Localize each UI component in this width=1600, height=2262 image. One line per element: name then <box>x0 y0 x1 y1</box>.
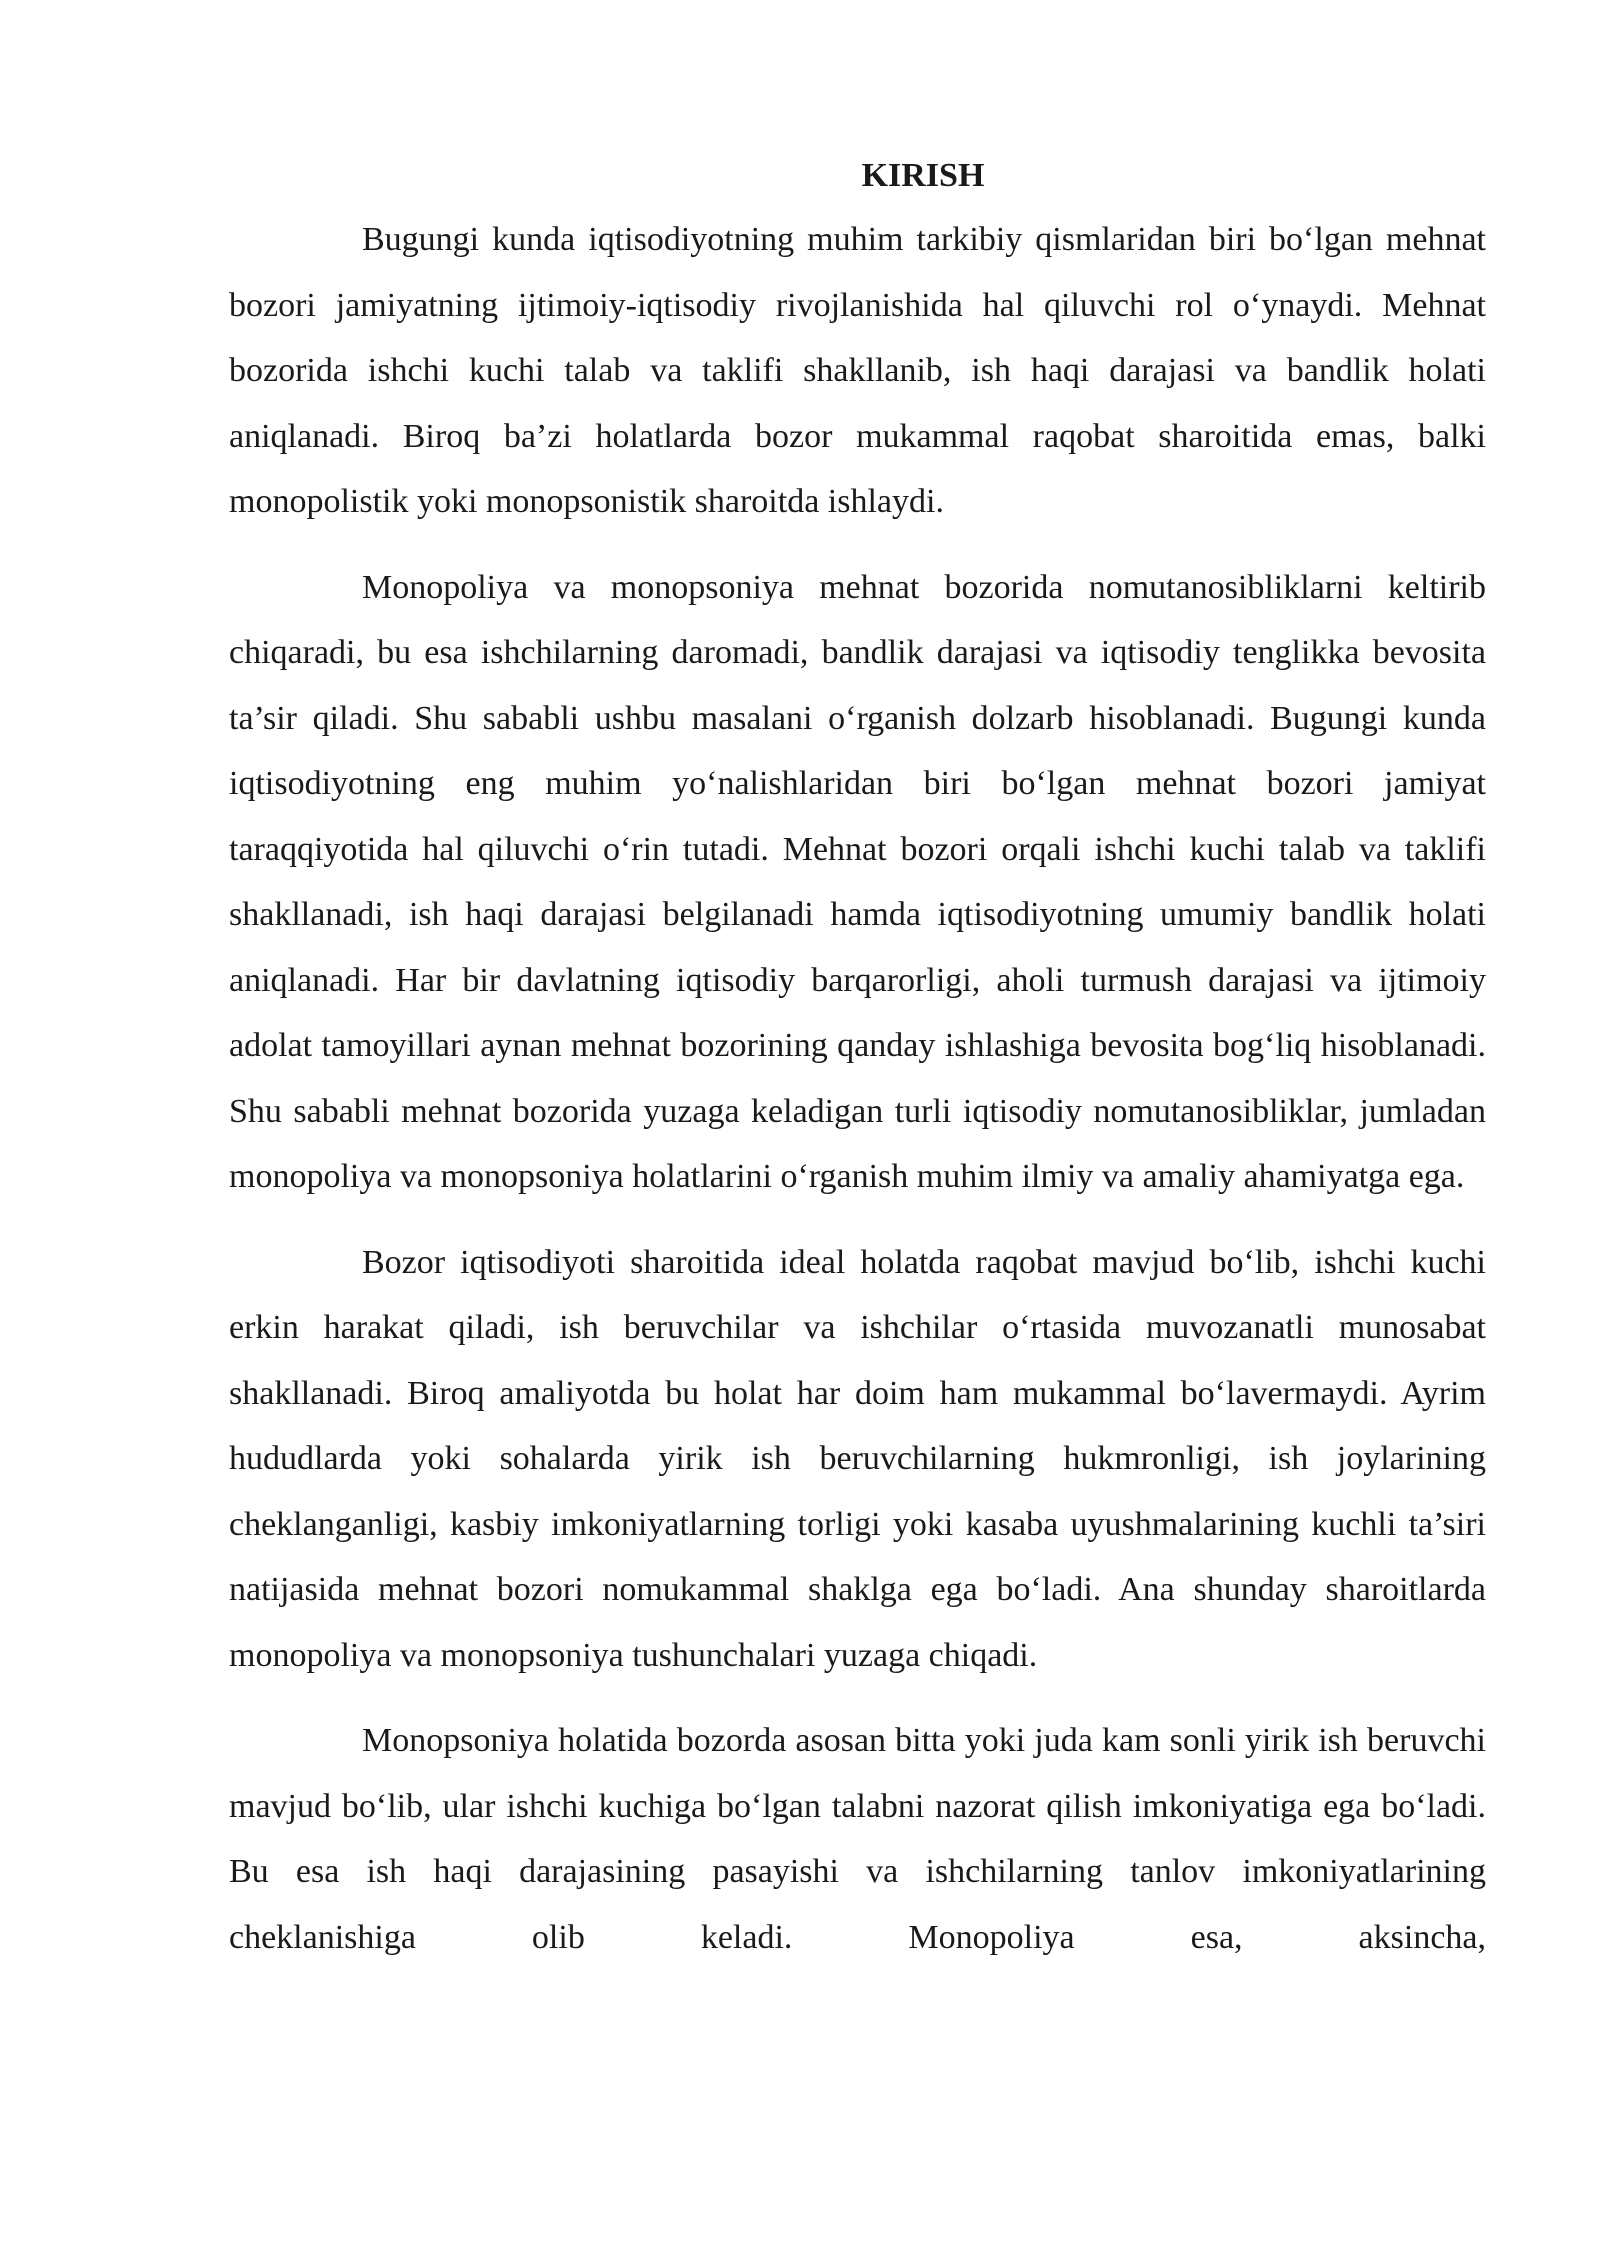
section-title: KIRISH <box>861 157 985 194</box>
paragraph-1: Bugungi kunda iqtisodiyotning muhim tarkibiy qismlaridan biri bo‘lgan mehnat bozori jamiyatning ijtimoiy-iqtisodiy rivojlanishida hal qiluvchi rol o‘ynaydi. Mehnat bozorida ishchi kuchi talab va taklifi shakllanib, ish haqi darajasi va bandlik holati aniqlanadi. Biroq ba’zi holatlarda bozor mukammal raqobat sharoitida emas, balki monopolistik yoki monopsonistik sharoitda ishlaydi. <box>229 221 1486 520</box>
paragraph-2: Monopoliya va monopsoniya mehnat bozorida nomutanosibliklarni keltirib chiqaradi, bu esa ishchilarning daromadi, bandlik darajasi va iqtisodiy tenglikka bevosita ta’sir qiladi. Shu sababli ushbu masalani o‘rganish dolzarb hisoblanadi. Bugungi kunda iqtisodiyotning eng muhim yo‘nalishlaridan biri bo‘lgan mehnat bozori jamiyat taraqqiyotida hal qiluvchi o‘rin tutadi. Mehnat bozori orqali ishchi kuchi talab va taklifi shakllanadi, ish haqi darajasi belgilanadi hamda iqtisodiyotning umumiy bandlik holati aniqlanadi. Har bir davlatning iqtisodiy barqarorligi, aholi turmush darajasi va ijtimoiy adolat tamoyillari aynan mehnat bozorining qanday ishlashiga bevosita bog‘liq hisoblanadi. Shu sababli mehnat bozorida yuzaga keladigan turli iqtisodiy nomutanosibliklar, jumladan monopoliya va monopsoniya holatlarini o‘rganish muhim ilmiy va amaliy ahamiyatga ega. <box>229 568 1486 1195</box>
document-body <box>229 150 1486 1970</box>
paragraph-4: Monopsoniya holatida bozorda asosan bitta yoki juda kam sonli yirik ish beruvchi mavjud bo‘lib, ular ishchi kuchiga bo‘lgan talabni nazorat qilish imkoniyatiga ega bo‘ladi. Bu esa ish haqi darajasining pasayishi va ishchilarning tanlov imkoniyatlarining cheklanishiga olib keladi. Monopoliya esa, aksincha, <box>229 1722 1486 1956</box>
paragraph-3: Bozor iqtisodiyoti sharoitida ideal holatda raqobat mavjud bo‘lib, ishchi kuchi erkin harakat qiladi, ish beruvchilar va ishchilar o‘rtasida muvozanatli munosabat shakllanadi. Biroq amaliyotda bu holat har doim ham mukammal bo‘lavermaydi. Ayrim hududlarda yoki sohalarda yirik ish beruvchilarning hukmronligi, ish joylarining cheklanganligi, kasbiy imkoniyatlarning torligi yoki kasaba uyushmalarining kuchli ta’siri natijasida mehnat bozori nomukammal shaklga ega bo‘ladi. Ana shunday sharoitlarda monopoliya va monopsoniya tushunchalari yuzaga chiqadi. <box>229 1243 1486 1674</box>
